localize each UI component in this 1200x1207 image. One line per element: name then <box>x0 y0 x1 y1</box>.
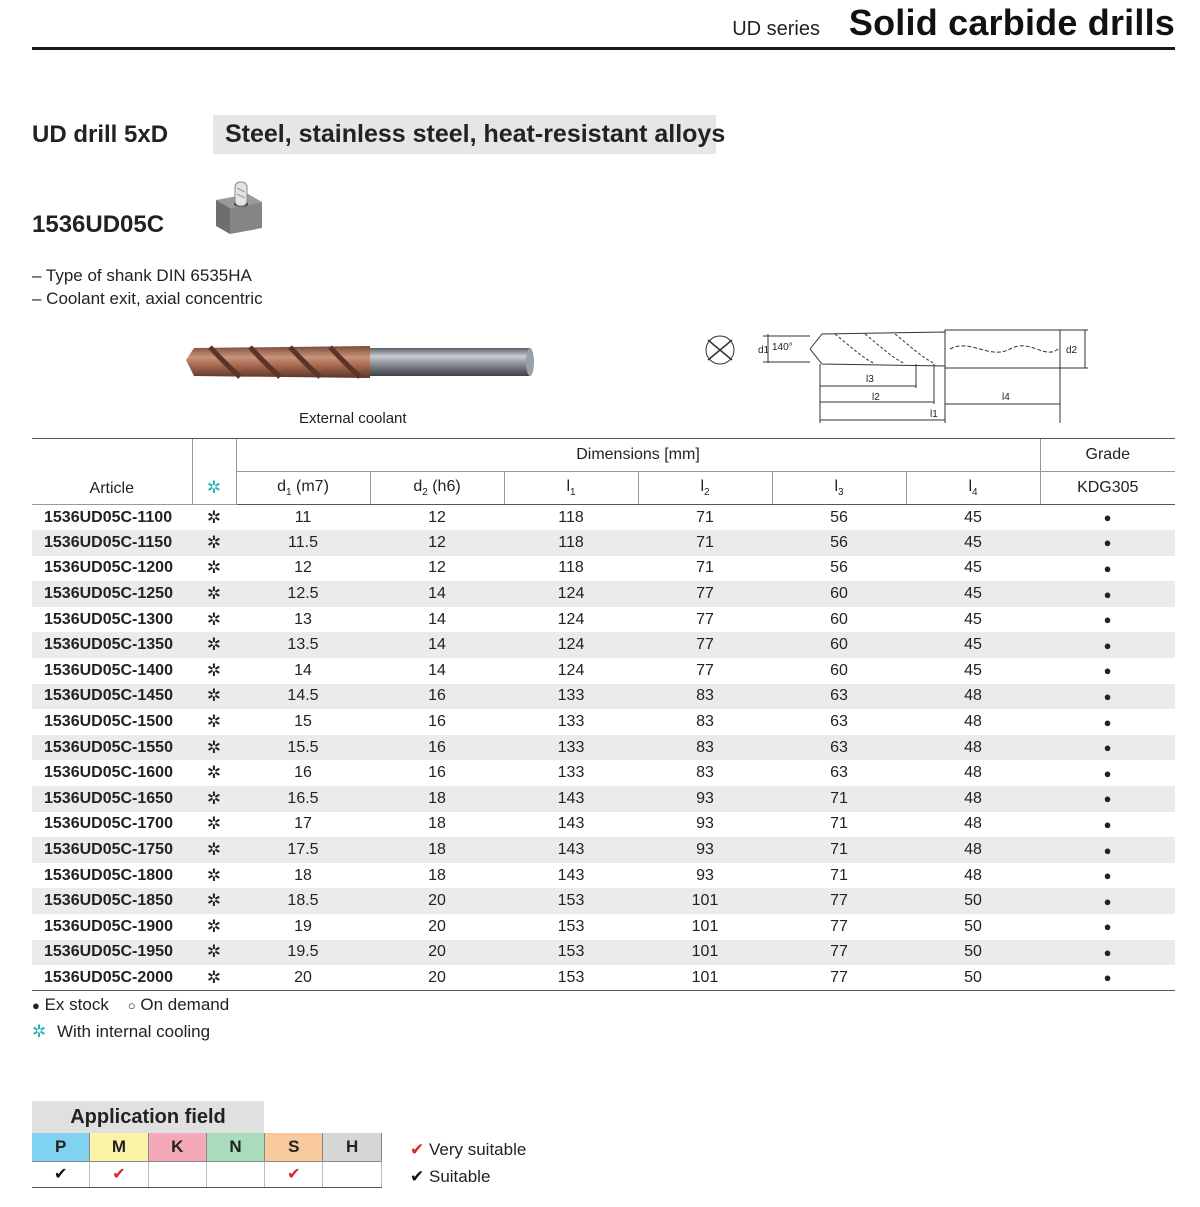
cooling-icon: ✲ <box>192 684 236 710</box>
d2-cell: 12 <box>428 559 446 577</box>
l3-cell: 71 <box>830 815 848 833</box>
col-header-dimensions: Dimensions [mm] <box>236 439 1040 472</box>
l2-cell: 93 <box>696 815 714 833</box>
d2-cell: 20 <box>428 917 446 935</box>
cooling-icon: ✲ <box>206 865 222 885</box>
l3-cell: 77 <box>772 940 906 966</box>
d2-cell: 20 <box>370 940 504 966</box>
l3-cell: 63 <box>772 735 906 761</box>
table-row <box>32 684 1175 710</box>
d1-cell: 12.5 <box>236 581 370 607</box>
d2-cell: 20 <box>370 888 504 914</box>
article-cell: 1536UD05C-1150 <box>32 530 192 556</box>
cooling-icon: ✲ <box>206 763 222 783</box>
table-row <box>32 888 1175 914</box>
suitability-check-icon: ✔ <box>265 1161 323 1187</box>
d1-cell: 16.5 <box>236 786 370 812</box>
cooling-icon: ✲ <box>32 1022 47 1041</box>
l2-cell: 71 <box>696 508 714 526</box>
l2-cell: 101 <box>638 965 772 991</box>
cooling-icon: ✲ <box>206 609 222 629</box>
black-check-icon: ✔ <box>410 1167 425 1186</box>
article-cell: 1536UD05C-1900 <box>44 917 173 935</box>
table-row <box>32 735 1175 761</box>
col-header-article: Article <box>32 439 192 505</box>
on-demand-label: On demand <box>140 995 230 1014</box>
l4-cell: 45 <box>906 632 1040 658</box>
material-group-s: S <box>265 1133 323 1161</box>
l4-cell: 48 <box>964 764 982 782</box>
product-code: 1536UD05C <box>32 211 165 238</box>
d1-cell: 15 <box>294 713 312 731</box>
d2-cell: 18 <box>370 837 504 863</box>
col-header-cooling <box>192 439 236 505</box>
drawing-label-l1: l1 <box>930 409 938 420</box>
l4-cell: 48 <box>906 786 1040 812</box>
table-row <box>32 812 1175 838</box>
drawing-label-l3: l3 <box>866 374 874 385</box>
ex-stock-icon: ● <box>1103 663 1112 679</box>
ex-stock-icon: ● <box>1103 510 1112 526</box>
l1-cell: 124 <box>504 581 638 607</box>
d2-cell: 14 <box>428 610 446 628</box>
material-group-k: K <box>149 1133 207 1161</box>
product-name: UD drill 5xD <box>32 121 169 148</box>
ex-stock-icon: ● <box>1103 919 1112 935</box>
application-field-title: Application field <box>32 1101 264 1133</box>
l1-cell: 153 <box>504 965 638 991</box>
suitability-empty-cell <box>207 1161 265 1187</box>
d2-cell: 16 <box>370 684 504 710</box>
d1-cell: 13.5 <box>236 632 370 658</box>
workpiece-block-icon <box>212 180 266 238</box>
l4-cell: 45 <box>906 530 1040 556</box>
cooling-icon: ✲ <box>192 786 236 812</box>
suitability-empty-cell <box>149 1161 207 1187</box>
article-cell: 1536UD05C-1850 <box>32 888 192 914</box>
cooling-icon: ✲ <box>192 581 236 607</box>
d1-cell: 17.5 <box>236 837 370 863</box>
table-row <box>32 658 1175 684</box>
col-header-d1: $d_1$ (m7) <box>236 472 370 505</box>
l4-cell: 45 <box>964 661 982 679</box>
l2-cell: 77 <box>638 632 772 658</box>
suitable-label: Suitable <box>428 1167 491 1186</box>
l2-cell: 77 <box>696 661 714 679</box>
material-text: Steel, stainless steel, heat-resistant alloys <box>225 120 726 148</box>
l1-cell: 153 <box>557 917 585 935</box>
page-header <box>32 0 1175 50</box>
ex-stock-icon: ● <box>1103 816 1112 832</box>
table-row <box>32 760 1175 786</box>
l1-cell: 118 <box>558 508 584 526</box>
feature-list <box>32 264 263 310</box>
d1-cell: 20 <box>236 965 370 991</box>
ex-stock-icon: ● <box>1040 530 1175 556</box>
l2-cell: 101 <box>691 917 719 935</box>
d1-cell: 14.5 <box>236 684 370 710</box>
cooling-label: With internal cooling <box>56 1022 211 1041</box>
col-header-d2: $d_2$ (h6) <box>370 472 504 505</box>
d1-cell: 19 <box>294 917 312 935</box>
l2-cell: 93 <box>638 837 772 863</box>
l4-cell: 50 <box>906 940 1040 966</box>
d1-cell: 19.5 <box>236 940 370 966</box>
l4-cell: 45 <box>964 610 982 628</box>
d2-cell: 14 <box>370 581 504 607</box>
ex-stock-icon: ● <box>1040 735 1175 761</box>
feature-item: – Type of shank DIN 6535HA <box>32 266 252 285</box>
col-header-l2: $l_2$ <box>638 472 772 505</box>
article-cell: 1536UD05C-1950 <box>32 940 192 966</box>
l4-cell: 50 <box>964 917 982 935</box>
col-header-l3: $l_3$ <box>772 472 906 505</box>
d2-cell: 20 <box>370 965 504 991</box>
suitability-check-icon: ✔ <box>90 1161 148 1187</box>
l3-cell: 63 <box>772 684 906 710</box>
article-cell: 1536UD05C-1550 <box>32 735 192 761</box>
d1-cell: 12 <box>294 559 312 577</box>
table-row <box>32 607 1175 633</box>
cooling-icon: ✲ <box>206 712 222 732</box>
article-cell: 1536UD05C-1350 <box>32 632 192 658</box>
l2-cell: 77 <box>638 581 772 607</box>
article-cell: 1536UD05C-1650 <box>32 786 192 812</box>
l4-cell: 48 <box>964 815 982 833</box>
table-row <box>32 940 1175 966</box>
article-cell: 1536UD05C-1100 <box>44 508 173 526</box>
l3-cell: 60 <box>830 610 848 628</box>
l2-cell: 77 <box>696 610 714 628</box>
cooling-icon: ✲ <box>192 837 236 863</box>
l1-cell: 133 <box>557 764 585 782</box>
l2-cell: 83 <box>696 713 714 731</box>
l1-cell: 143 <box>504 786 638 812</box>
table-row <box>32 530 1175 556</box>
table-row <box>32 786 1175 812</box>
technical-drawing <box>690 318 1090 428</box>
l1-cell: 118 <box>504 530 638 556</box>
d2-cell: 12 <box>370 530 504 556</box>
l2-cell: 83 <box>638 735 772 761</box>
d1-cell: 18 <box>294 866 312 884</box>
l1-cell: 153 <box>504 940 638 966</box>
d1-cell: 18.5 <box>236 888 370 914</box>
cooling-legend <box>32 1022 210 1042</box>
article-cell: 1536UD05C-1300 <box>44 610 173 628</box>
cooling-icon: ✲ <box>206 814 222 834</box>
l3-cell: 77 <box>772 888 906 914</box>
l4-cell: 48 <box>964 713 982 731</box>
ex-stock-icon: ● <box>1040 786 1175 812</box>
drill-photo <box>180 338 535 386</box>
ex-stock-label: Ex stock <box>44 995 109 1014</box>
cooling-icon: ✲ <box>192 940 236 966</box>
material-group-n: N <box>207 1133 265 1161</box>
l3-cell: 60 <box>830 661 848 679</box>
l3-cell: 60 <box>772 581 906 607</box>
l4-cell: 45 <box>964 508 982 526</box>
l3-cell: 56 <box>830 559 848 577</box>
ex-stock-icon: ● <box>1040 632 1175 658</box>
d2-cell: 12 <box>428 508 446 526</box>
table-row <box>32 837 1175 863</box>
ex-stock-icon: ● <box>1040 888 1175 914</box>
l1-cell: 133 <box>504 735 638 761</box>
l4-cell: 50 <box>906 965 1040 991</box>
table-body <box>32 505 1175 991</box>
l2-cell: 71 <box>638 530 772 556</box>
l2-cell: 101 <box>638 888 772 914</box>
ex-stock-icon: ● <box>1103 868 1112 884</box>
cooling-icon: ✲ <box>192 632 236 658</box>
suitability-legend <box>410 1136 526 1190</box>
drawing-label-l4: l4 <box>1002 392 1010 403</box>
very-suitable-label: Very suitable <box>428 1140 527 1159</box>
photo-caption: External coolant <box>299 410 407 427</box>
table-row <box>32 965 1175 991</box>
l3-cell: 56 <box>772 530 906 556</box>
d1-cell: 11.5 <box>236 530 370 556</box>
d1-cell: 11 <box>294 508 312 526</box>
l1-cell: 143 <box>557 815 585 833</box>
l1-cell: 118 <box>558 559 584 577</box>
on-demand-icon: ○ <box>127 998 136 1013</box>
d1-cell: 16 <box>294 764 312 782</box>
legend-suitable <box>410 1163 526 1190</box>
l3-cell: 77 <box>772 965 906 991</box>
l1-cell: 133 <box>557 713 585 731</box>
ex-stock-icon: ● <box>1103 560 1112 576</box>
ex-stock-icon: ● <box>1103 612 1112 628</box>
cooling-icon: ✲ <box>192 965 236 991</box>
l3-cell: 77 <box>830 917 848 935</box>
l2-cell: 93 <box>638 786 772 812</box>
d2-cell: 18 <box>428 815 446 833</box>
l3-cell: 71 <box>772 837 906 863</box>
d1-cell: 14 <box>294 661 312 679</box>
series-label: UD series <box>732 18 820 40</box>
d2-cell: 18 <box>370 786 504 812</box>
l4-cell: 48 <box>906 837 1040 863</box>
ex-stock-icon: ● <box>32 998 40 1013</box>
cooling-icon: ✲ <box>192 735 236 761</box>
l4-cell: 48 <box>906 684 1040 710</box>
l2-cell: 101 <box>638 940 772 966</box>
stock-legend <box>32 995 229 1015</box>
l3-cell: 56 <box>830 508 848 526</box>
d2-cell: 14 <box>370 632 504 658</box>
d1-cell: 17 <box>294 815 312 833</box>
article-cell: 1536UD05C-1200 <box>44 559 173 577</box>
material-group-m: M <box>90 1133 148 1161</box>
cooling-icon: ✲ <box>206 660 222 680</box>
article-cell: 1536UD05C-1750 <box>32 837 192 863</box>
ex-stock-icon: ● <box>1103 714 1112 730</box>
l1-cell: 143 <box>557 866 585 884</box>
article-cell: 1536UD05C-2000 <box>32 965 192 991</box>
col-header-grade: Grade <box>1040 439 1175 472</box>
article-cell: 1536UD05C-1700 <box>44 815 173 833</box>
drawing-label-d1: d1 <box>758 345 770 356</box>
d2-cell: 18 <box>428 866 446 884</box>
article-cell: 1536UD05C-1400 <box>44 661 173 679</box>
material-banner <box>213 115 726 154</box>
drawing-label-l2: l2 <box>872 392 880 403</box>
dimensions-table <box>32 438 1175 991</box>
table-row <box>32 863 1175 889</box>
d2-cell: 16 <box>428 713 446 731</box>
table-row <box>32 505 1175 531</box>
suitability-empty-cell <box>323 1161 381 1187</box>
material-group-h: H <box>323 1133 381 1161</box>
cooling-icon: ✲ <box>192 888 236 914</box>
l3-cell: 63 <box>830 713 848 731</box>
l2-cell: 93 <box>696 866 714 884</box>
l4-cell: 45 <box>964 559 982 577</box>
l1-cell: 124 <box>504 632 638 658</box>
table-row <box>32 581 1175 607</box>
red-check-icon: ✔ <box>410 1140 425 1159</box>
d2-cell: 16 <box>370 735 504 761</box>
drawing-angle-label: 140° <box>772 342 793 353</box>
l3-cell: 63 <box>830 764 848 782</box>
l4-cell: 48 <box>906 735 1040 761</box>
l2-cell: 83 <box>638 684 772 710</box>
l3-cell: 60 <box>772 632 906 658</box>
ex-stock-icon: ● <box>1040 684 1175 710</box>
l4-cell: 45 <box>906 581 1040 607</box>
table-row <box>32 632 1175 658</box>
col-header-grade-kdg305: KDG305 <box>1040 472 1175 505</box>
application-field-grid <box>32 1133 382 1188</box>
article-cell: 1536UD05C-1250 <box>32 581 192 607</box>
l3-cell: 71 <box>772 786 906 812</box>
l4-cell: 48 <box>964 866 982 884</box>
cooling-icon: ✲ <box>206 916 222 936</box>
ex-stock-icon: ● <box>1103 765 1112 781</box>
col-header-l4: $l_4$ <box>906 472 1040 505</box>
d2-cell: 14 <box>428 661 446 679</box>
l1-cell: 143 <box>504 837 638 863</box>
table-row <box>32 709 1175 735</box>
table-row <box>32 556 1175 582</box>
article-cell: 1536UD05C-1800 <box>44 866 173 884</box>
drawing-label-d2: d2 <box>1066 345 1078 356</box>
page-title: Solid carbide drills <box>848 2 1175 43</box>
l2-cell: 71 <box>696 559 714 577</box>
article-cell: 1536UD05C-1500 <box>44 713 173 731</box>
l1-cell: 133 <box>504 684 638 710</box>
d1-cell: 13 <box>294 610 312 628</box>
l1-cell: 124 <box>557 610 585 628</box>
cooling-icon: ✲ <box>206 478 222 497</box>
article-cell: 1536UD05C-1450 <box>32 684 192 710</box>
feature-item: – Coolant exit, axial concentric <box>32 289 263 308</box>
d2-cell: 16 <box>428 764 446 782</box>
legend-very-suitable <box>410 1136 526 1163</box>
l3-cell: 71 <box>830 866 848 884</box>
d1-cell: 15.5 <box>236 735 370 761</box>
ex-stock-icon: ● <box>1040 581 1175 607</box>
cooling-icon: ✲ <box>192 530 236 556</box>
ex-stock-icon: ● <box>1040 940 1175 966</box>
l2-cell: 83 <box>696 764 714 782</box>
col-header-l1: $l_1$ <box>504 472 638 505</box>
cooling-icon: ✲ <box>206 507 222 527</box>
suitability-check-icon: ✔ <box>32 1161 90 1187</box>
l4-cell: 50 <box>906 888 1040 914</box>
table-row <box>32 914 1175 940</box>
material-group-p: P <box>32 1133 90 1161</box>
article-cell: 1536UD05C-1600 <box>44 764 173 782</box>
l1-cell: 153 <box>504 888 638 914</box>
ex-stock-icon: ● <box>1040 965 1175 991</box>
ex-stock-icon: ● <box>1040 837 1175 863</box>
cooling-icon: ✲ <box>206 558 222 578</box>
l1-cell: 124 <box>557 661 585 679</box>
